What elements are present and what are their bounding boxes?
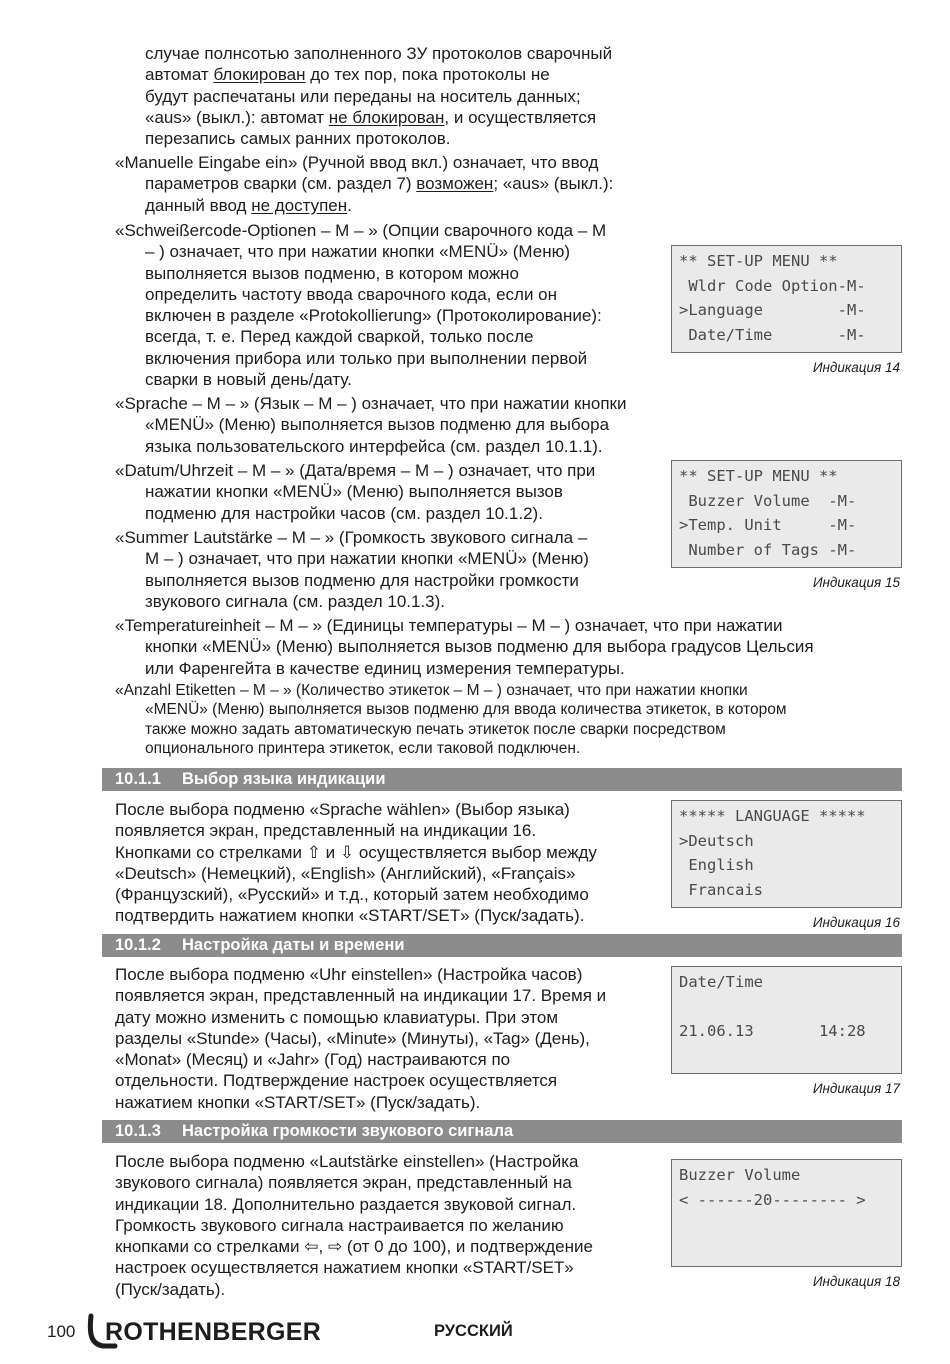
temperature-unit-paragraph: [115, 615, 814, 679]
display-caption: Индикация 14: [812, 360, 900, 375]
section-heading: [102, 1120, 902, 1143]
lcd-line: ** SET-UP MENU **: [679, 252, 838, 270]
paragraph-line: После выбора подменю «Lautstärke einstellen» (Настройка: [115, 1152, 579, 1171]
intro-line: автомат блокирован до тех пор, пока протоколы не: [145, 65, 550, 85]
paragraph-line: После выбора подменю «Uhr einstellen» (Настройка часов): [115, 965, 583, 984]
lcd-line: ** SET-UP MENU **: [679, 467, 838, 485]
page-number: 100: [47, 1322, 76, 1341]
lcd-line: >Language -M-: [679, 301, 866, 320]
section-number: 10.1.3: [115, 1122, 161, 1140]
paragraph-line: Громкость звукового сигнала настраивается по желанию: [115, 1215, 564, 1235]
lcd-line: Buzzer Volume -M-: [679, 491, 857, 510]
paragraph-line: подменю для настройки часов (см. раздел 10.1.2).: [145, 503, 543, 523]
paragraph-line: включения прибора или только при выполнении первой: [145, 348, 588, 368]
section-heading: [102, 934, 902, 957]
lcd-line: Wldr Code Option-M-: [679, 276, 866, 295]
display-caption: Индикация 17: [812, 1081, 900, 1096]
paragraph-line: – ) означает, что при нажатии кнопки «MENÜ» (Меню): [145, 242, 571, 262]
paragraph-line: опционального принтера этикеток, если таковой подключен.: [145, 740, 581, 758]
lcd-display-16: [671, 800, 902, 908]
intro-paragraph: [145, 43, 612, 149]
paragraph-line: кнопки «MENÜ» (Меню) выполняется вызов подменю для выбора градусов Цельсия: [145, 637, 814, 657]
footer-language: РУССКИЙ: [434, 1322, 513, 1340]
lcd-line: >Temp. Unit -M-: [679, 516, 857, 535]
lcd-line: < ------20-------- >: [679, 1190, 866, 1209]
paragraph-line: «Summer Lautstärke – M – » (Громкость звукового сигнала –: [115, 528, 588, 547]
section-title: Настройка громкости звукового сигнала: [182, 1122, 514, 1140]
lcd-line: English: [679, 856, 754, 875]
intro-line: будут распечатаны или переданы на носитель данных;: [145, 86, 581, 106]
paragraph-line: разделы «Stunde» (Часы), «Minute» (Минуты), «Tag» (День),: [115, 1028, 590, 1048]
underlined-text: не блокирован: [328, 107, 445, 127]
paragraph-line: параметров сварки (см. раздел 7) возможен; «aus» (выкл.):: [145, 174, 614, 194]
paragraph-line: звукового сигнала (см. раздел 10.1.3).: [145, 591, 446, 611]
paragraph-line: отдельности. Подтверждение настроек осуществляется: [115, 1071, 558, 1091]
paragraph-line: языка пользовательского интерфейса (см. раздел 10.1.1).: [145, 436, 603, 456]
paragraph-line: дату можно изменить с помощью клавиатуры. При этом: [115, 1007, 559, 1027]
lcd-line: Date/Time -M-: [679, 325, 866, 344]
paragraph-line: «Anzahl Etiketten – M – » (Количество этикеток – M – ) означает, что при нажатии кнопки: [115, 682, 748, 699]
paragraph-line: сварки в новый день/дату.: [145, 370, 352, 390]
section-number: 10.1.2: [115, 936, 161, 954]
section-title: Выбор языка индикации: [182, 770, 386, 788]
section-number: 10.1.1: [115, 770, 161, 788]
paragraph-line: «Datum/Uhrzeit – M – » (Дата/время – M – ) означает, что при: [115, 461, 596, 480]
paragraph-line: появляется экран, представленный на индикации 17. Время и: [115, 986, 607, 1006]
paragraph-line: выполняется вызов подменю для настройки громкости: [145, 570, 579, 590]
lcd-line: [679, 1044, 901, 1069]
paragraph-line: «MENÜ» (Меню) выполняется вызов подменю для ввода количества этикеток, в котором: [145, 701, 787, 719]
paragraph-line: «Temperatureinheit – M – » (Единицы температуры – M – ) означает, что при нажатии: [115, 616, 783, 635]
paragraph-line: Кнопками со стрелками ⇧ и ⇩ осуществляется выбор между: [115, 842, 597, 862]
underlined-text: не доступен: [251, 195, 348, 215]
paragraph-line: «Monat» (Месяц) и «Jahr» (Год) настраиваются по: [115, 1050, 511, 1070]
paragraph-line: также можно задать автоматическую печать этикеток после сварки посредством: [145, 720, 726, 738]
buzzer-paragraph: [115, 527, 589, 612]
lcd-display-17: [671, 966, 902, 1074]
paragraph-line: настроек осуществляется нажатием кнопки «START/SET»: [115, 1258, 574, 1278]
paragraph-line: «Sprache – M – » (Язык – M – ) означает, что при нажатии кнопки: [115, 394, 627, 413]
paragraph-line: определить частоту ввода сварочного кода, если он: [145, 284, 558, 304]
display-caption: Индикация 15: [812, 575, 900, 590]
paragraph-line: M – ) означает, что при нажатии кнопки «MENÜ» (Меню): [145, 549, 589, 569]
underlined-text: возможен: [416, 174, 494, 194]
lcd-line: Francais: [679, 880, 763, 899]
paragraph-line: включен в разделе «Protokollierung» (Протоколирование):: [145, 306, 602, 326]
lcd-line: ***** LANGUAGE *****: [679, 807, 866, 825]
paragraph-line: нажатии кнопки «MENÜ» (Меню) выполняется вызов: [145, 482, 563, 502]
section-title: Настройка даты и времени: [182, 936, 405, 954]
intro-line: случае полнсотью заполненного ЗУ протоколов сварочный: [145, 44, 613, 63]
paragraph-line: подтвердить нажатием кнопки «START/SET» (Пуск/задать).: [115, 906, 585, 926]
paragraph-line: выполняется вызов подменю, в котором можно: [145, 263, 519, 283]
lcd-line: Date/Time: [679, 973, 763, 991]
date-time-paragraph: [115, 460, 595, 524]
paragraph-line: (Пуск/задать).: [115, 1279, 226, 1299]
paragraph-line: «Deutsch» (Немецкий), «English» (Английский), «Français»: [115, 863, 576, 883]
paragraph-line: данный ввод не доступен.: [145, 195, 352, 215]
section-body: [115, 964, 606, 1113]
section-heading: [102, 768, 902, 791]
paragraph-line: появляется экран, представленный на индикации 16.: [115, 821, 537, 841]
display-caption: Индикация 18: [812, 1274, 900, 1289]
lcd-line: [679, 995, 901, 1020]
label-count-paragraph: [115, 681, 787, 759]
paragraph-line: «MENÜ» (Меню) выполняется вызов подменю для выбора: [145, 415, 610, 435]
lcd-line: Buzzer Volume: [679, 1166, 801, 1184]
lcd-display-14: [671, 245, 902, 353]
lcd-line: >Deutsch: [679, 831, 754, 850]
paragraph-line: «Schweißercode-Optionen – M – » (Опции сварочного кода – M: [115, 221, 607, 240]
paragraph-line: индикации 18. Дополнительно раздается звуковой сигнал.: [115, 1194, 577, 1214]
paragraph-line: «Manuelle Eingabe ein» (Ручной ввод вкл.) означает, что ввод: [115, 153, 599, 172]
language-menu-paragraph: [115, 393, 626, 457]
section-body: [115, 1151, 593, 1300]
paragraph-line: нажатием кнопки «START/SET» (Пуск/задать).: [115, 1092, 481, 1112]
paragraph-line: (Французский), «Русский» и т.д., который затем необходимо: [115, 885, 589, 905]
welder-code-paragraph: [115, 220, 606, 390]
intro-line: «aus» (выкл.): автомат не блокирован, и осуществляется: [145, 107, 597, 127]
lcd-display-15: [671, 460, 902, 568]
underlined-text: блокирован: [213, 65, 306, 85]
brand-logo: [85, 1312, 345, 1352]
intro-line: перезапись самых ранних протоколов.: [145, 129, 451, 149]
lcd-display-18: [671, 1159, 902, 1267]
section-body: [115, 799, 597, 927]
brand-wordmark: ROTHENBERGER: [105, 1318, 322, 1346]
lcd-line: 21.06.13 14:28: [679, 1022, 866, 1041]
manual-input-paragraph: [115, 152, 613, 216]
paragraph-line: всегда, т. е. Перед каждой сваркой, только после: [145, 327, 534, 347]
display-caption: Индикация 16: [812, 915, 900, 930]
paragraph-line: или Фаренгейта в качестве единиц измерения температуры.: [145, 658, 625, 678]
paragraph-line: После выбора подменю «Sprache wählen» (Выбор языка): [115, 800, 570, 819]
paragraph-line: кнопками со стрелками ⇦, ⇨ (от 0 до 100), и подтверждение: [115, 1237, 593, 1257]
paragraph-line: звукового сигнала) появляется экран, представленный на: [115, 1173, 572, 1193]
lcd-line: Number of Tags -M-: [679, 540, 857, 559]
